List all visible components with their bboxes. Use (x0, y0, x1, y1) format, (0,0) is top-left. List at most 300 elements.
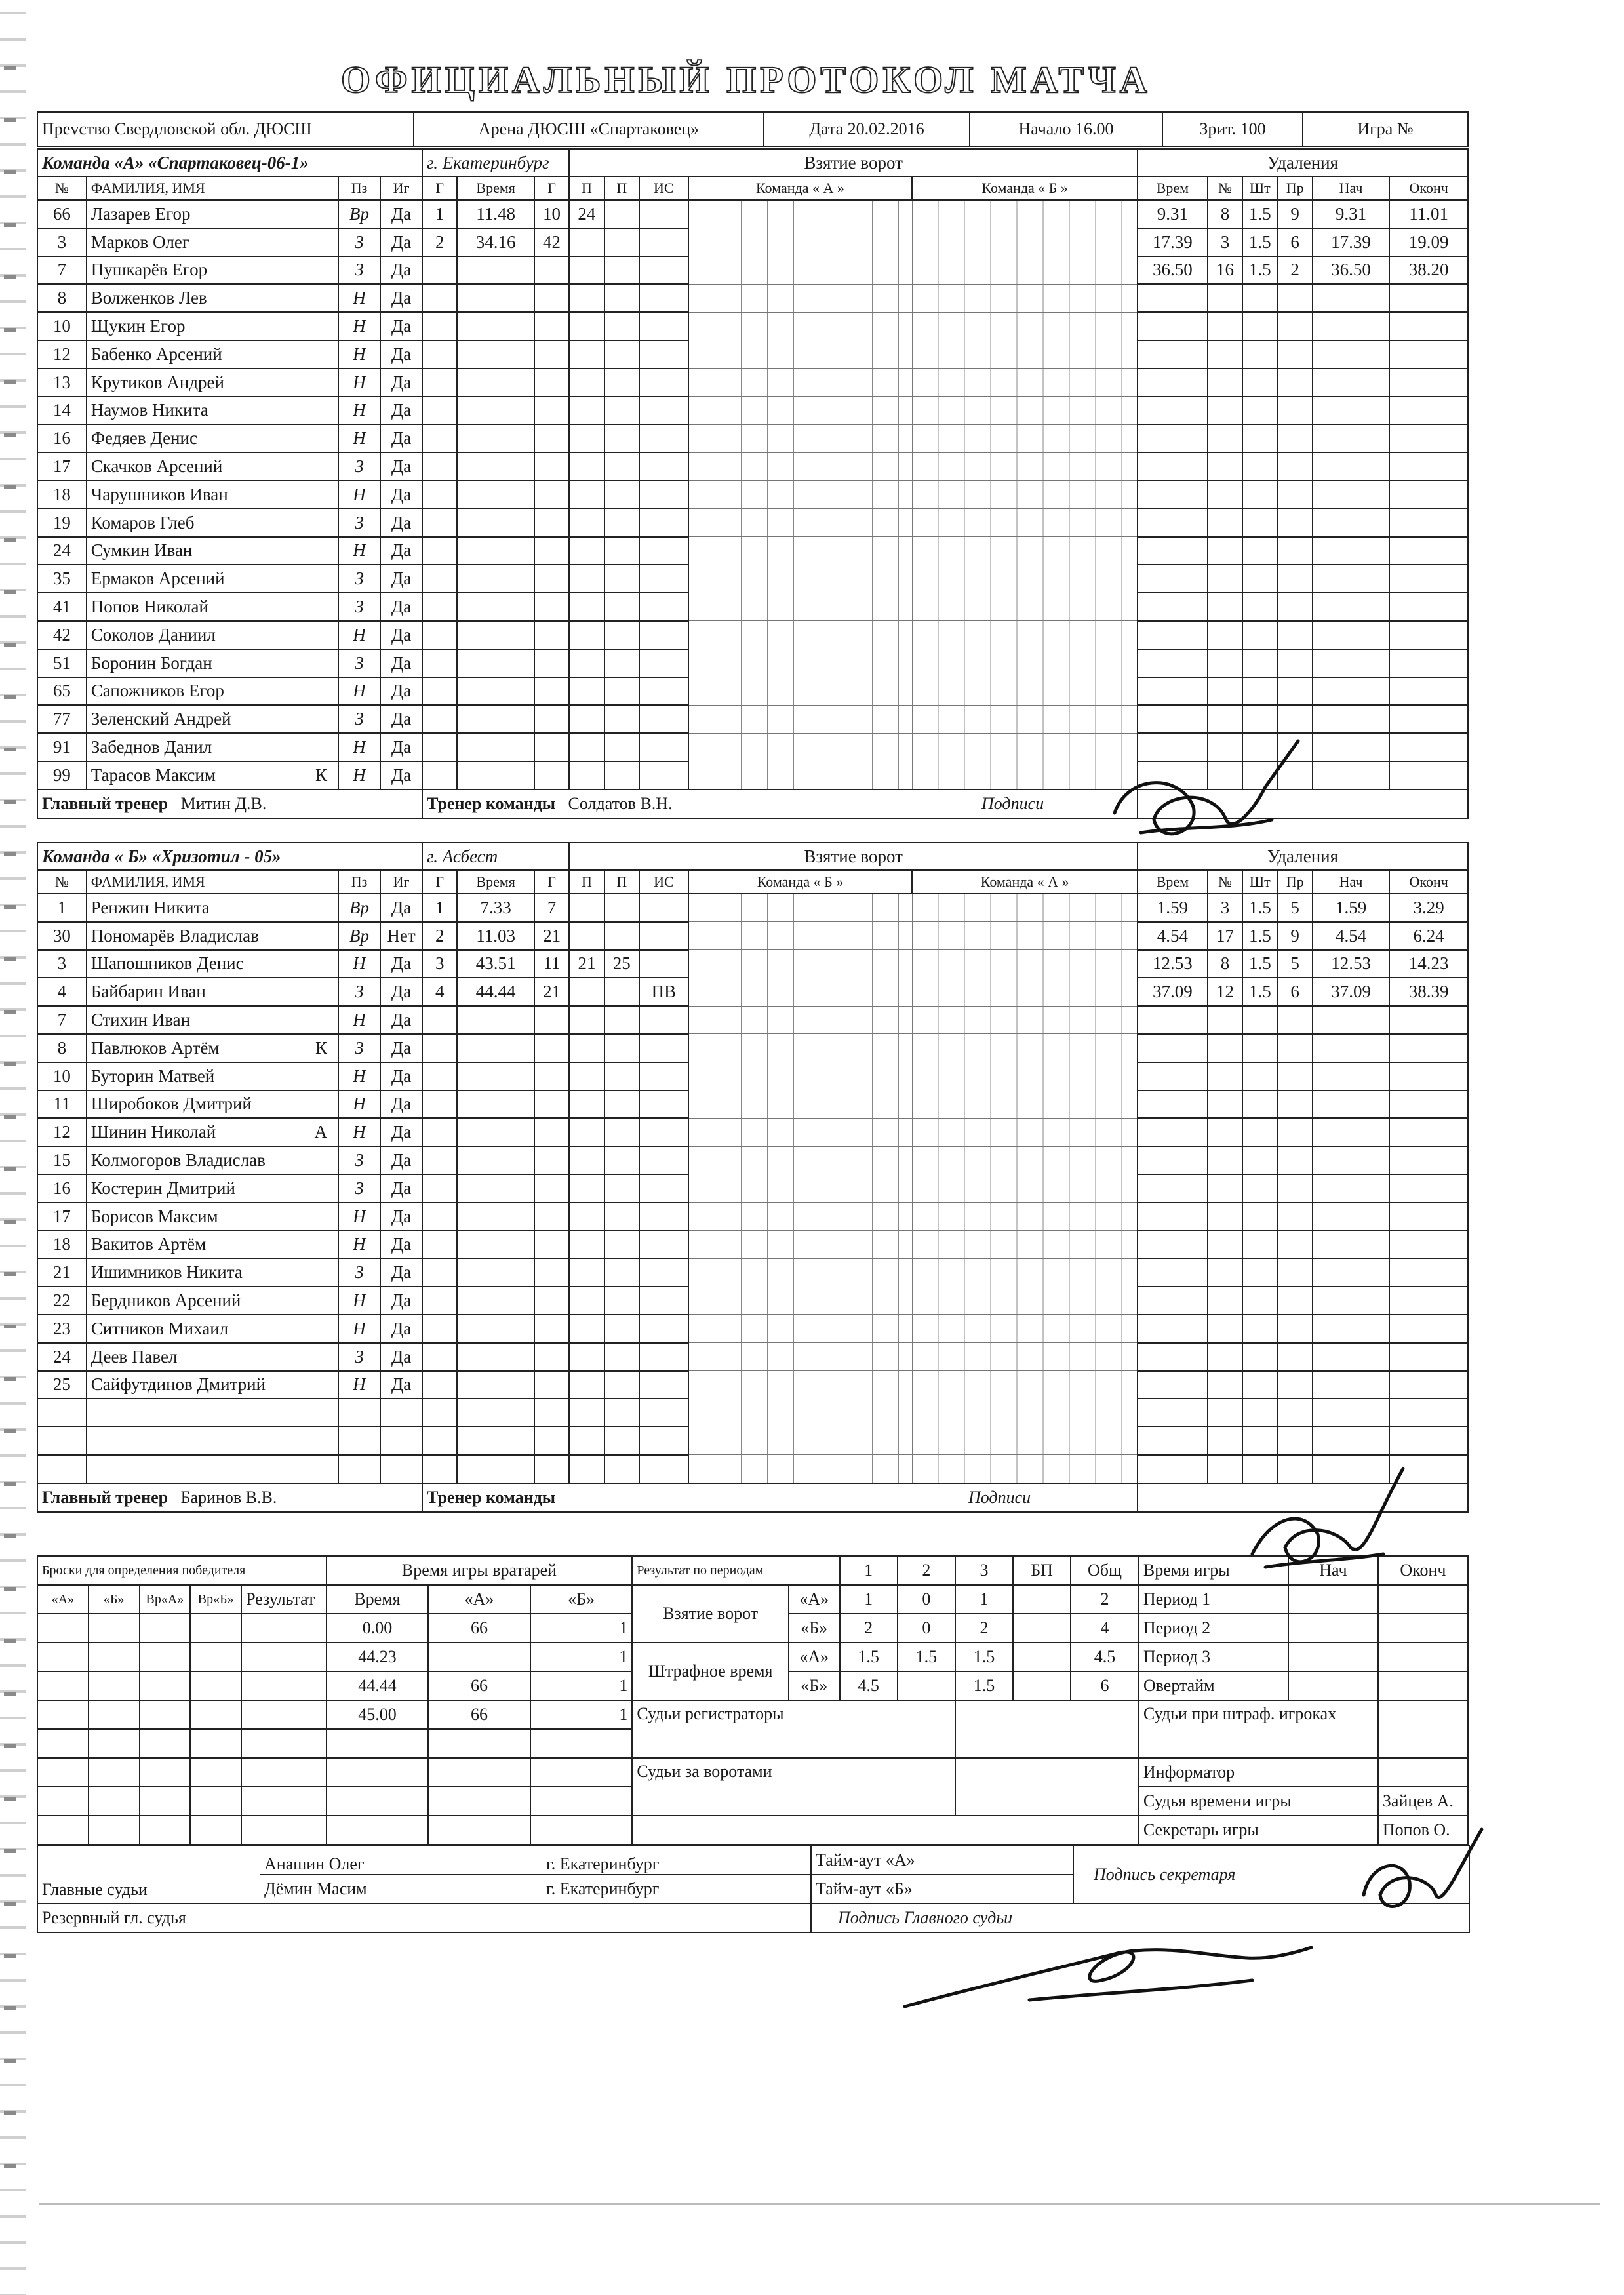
goal-p1 (569, 340, 604, 369)
player-role: К (315, 1037, 327, 1058)
goal-g (422, 565, 457, 593)
player-played: Да (380, 424, 422, 452)
penalty-reason: 5 (1278, 894, 1313, 922)
player-played: Да (380, 733, 422, 761)
player-name-cell (87, 452, 338, 481)
player-played: Да (380, 1174, 422, 1203)
penalty-end: 19.09 (1389, 228, 1468, 256)
secretary-signature-label: Подпись секретаря (1094, 1865, 1236, 1884)
penalty-num: 3 (1208, 228, 1242, 256)
penalty-end (1389, 761, 1468, 789)
penalty-start: 4.54 (1313, 922, 1389, 950)
goal-p2 (604, 1062, 639, 1090)
goal-p1 (569, 761, 604, 789)
goal-g (422, 1315, 457, 1343)
penalty-start (1313, 1174, 1389, 1203)
start-time: Начало 16.00 (970, 112, 1162, 146)
player-number: 24 (37, 1343, 87, 1371)
goal-p2 (604, 200, 639, 228)
player-row (37, 1399, 1468, 1427)
penalty-start (1313, 761, 1389, 789)
player-name: Комаров Глеб (90, 512, 195, 532)
goal-time: 11.48 (457, 200, 534, 228)
period-3-end (1378, 1643, 1468, 1671)
goal-time (457, 677, 534, 706)
player-played: Да (380, 705, 422, 733)
player-played: Да (380, 452, 422, 481)
championship: Прevство Свердловской обл. ДЮСШ (37, 112, 414, 146)
player-number: 17 (37, 1203, 87, 1231)
goal-is (639, 1118, 688, 1146)
shootout-cell (241, 1643, 327, 1671)
player-name-cell (87, 1287, 338, 1315)
secretary-label: Секретарь игры (1139, 1816, 1378, 1845)
player-position: Н (338, 761, 380, 789)
col-name: ФАМИЛИЯ, ИМЯ (87, 870, 338, 894)
shootout-cell (241, 1671, 327, 1700)
main-judge-2: Дёмин Масим (260, 1875, 542, 1904)
col-assist1: П (569, 870, 604, 894)
col-situation: ИС (639, 176, 688, 200)
goal-p2 (604, 677, 639, 706)
player-position: Н (338, 1287, 380, 1315)
penalty-time: 17.39 (1138, 228, 1208, 256)
period-2-label: Период 2 (1139, 1614, 1288, 1643)
period-1-label: Период 1 (1139, 1585, 1288, 1614)
goals-b-total: 4 (1071, 1614, 1139, 1643)
player-name-cell (87, 312, 338, 340)
periods-title: Результат по периодам (632, 1556, 839, 1585)
penalty-time (1138, 649, 1208, 677)
goal-p2 (604, 1315, 639, 1343)
goal-g (422, 537, 457, 565)
goal-gg (534, 649, 569, 677)
penalty-end (1389, 733, 1468, 761)
player-name: Буторин Матвей (90, 1066, 215, 1086)
penalty-num (1208, 1146, 1242, 1174)
penalty-reason (1278, 1118, 1313, 1146)
penalty-reason (1278, 1034, 1313, 1062)
document-title: ОФИЦИАЛЬНЫЙ ПРОТОКОЛ МАТЧА (341, 58, 1151, 101)
penalty-start (1313, 649, 1389, 677)
player-played: Да (380, 369, 422, 397)
penalty-reason (1278, 1455, 1313, 1483)
penalty-min (1242, 1343, 1277, 1371)
goal-gg (534, 340, 569, 369)
goal-is (639, 593, 688, 621)
penalty-num (1208, 312, 1242, 340)
player-name: Стихин Иван (90, 1010, 191, 1030)
player-name-cell (87, 1231, 338, 1259)
goals-grid-team1 (688, 894, 913, 922)
goals-team-b-label: «Б» (789, 1614, 840, 1643)
player-row (37, 481, 1468, 509)
penalty-min (1242, 1062, 1277, 1090)
penalty-start (1313, 1343, 1389, 1371)
penalty-min (1242, 369, 1277, 397)
shootout-cell (89, 1614, 140, 1643)
penalty-num (1208, 1287, 1242, 1315)
spectators: Зрит. 100 (1162, 112, 1303, 146)
penalty-end: 38.39 (1389, 978, 1468, 1006)
player-played: Да (380, 1231, 422, 1259)
goal-gg (534, 509, 569, 537)
penalty-time (1138, 1343, 1208, 1371)
timeout-b: Тайм-аут «Б» (811, 1875, 1073, 1904)
shootout-col-gk-b: Вр«Б» (190, 1585, 241, 1614)
penalty-end: 3.29 (1389, 894, 1468, 922)
goal-p1 (569, 509, 604, 537)
player-name-cell (87, 1427, 338, 1455)
penalty-start (1313, 705, 1389, 733)
player-name-cell (87, 537, 338, 565)
penalty-end (1389, 397, 1468, 425)
goal-p2 (604, 369, 639, 397)
goal-is (639, 1090, 688, 1119)
penalty-start (1313, 1146, 1389, 1174)
goal-p1 (569, 922, 604, 950)
goal-time (457, 284, 534, 312)
player-name: Колмогоров Владислав (90, 1150, 266, 1170)
penalty-end (1389, 705, 1468, 733)
penalty-min (1242, 565, 1277, 593)
penalty-time (1138, 1118, 1208, 1146)
penalty-num (1208, 649, 1242, 677)
penalty-num (1208, 733, 1242, 761)
goal-g (422, 621, 457, 649)
goal-p2 (604, 1146, 639, 1174)
player-position: Вр (338, 200, 380, 228)
goal-time (457, 733, 534, 761)
goalie-a-4: 66 (428, 1700, 530, 1729)
goals-b-p3: 2 (955, 1614, 1013, 1643)
period-col-total: Общ (1071, 1556, 1139, 1585)
goals-grid-team1 (688, 733, 913, 761)
penalty-num: 16 (1208, 256, 1242, 285)
goals-grid-team1 (688, 1399, 913, 1427)
player-position: Н (338, 1118, 380, 1146)
period-3-label: Период 3 (1139, 1643, 1288, 1671)
goals-grid-team1 (688, 950, 913, 978)
penalty-time: 37.09 (1138, 978, 1208, 1006)
team-a-goals-title: Взятие ворот (569, 149, 1138, 176)
player-name: Бабенко Арсений (90, 344, 222, 364)
col-goals-team-b: Команда « Б » (688, 870, 913, 894)
penalty-time (1138, 452, 1208, 481)
player-name: Скачков Арсений (90, 456, 223, 477)
player-number: 99 (37, 761, 87, 789)
goal-p2 (604, 1034, 639, 1062)
time-judge-label: Судья времени игры (1139, 1787, 1378, 1816)
penalty-start (1313, 677, 1389, 706)
player-name: Ишимников Никита (90, 1262, 243, 1283)
player-number: 14 (37, 397, 87, 425)
goal-is (639, 950, 688, 978)
penalty-end (1389, 1455, 1468, 1483)
goal-p1: 21 (569, 950, 604, 978)
goal-time (457, 1231, 534, 1259)
penalty-end (1389, 424, 1468, 452)
player-number: 13 (37, 369, 87, 397)
goals-grid-team2 (912, 1455, 1138, 1483)
penalty-min (1242, 1399, 1277, 1427)
player-position: З (338, 978, 380, 1006)
goal-gg: 42 (534, 228, 569, 256)
penalty-time (1138, 1287, 1208, 1315)
goal-time (457, 593, 534, 621)
penalty-time (1138, 1399, 1208, 1427)
col-pen-start: Нач (1313, 176, 1389, 200)
player-played: Да (380, 1034, 422, 1062)
goal-time (457, 1062, 534, 1090)
goal-is (639, 621, 688, 649)
shootout-cell (241, 1787, 327, 1816)
player-number: 35 (37, 565, 87, 593)
goal-g (422, 452, 457, 481)
col-pos: Пз (338, 176, 380, 200)
goal-is (639, 200, 688, 228)
penalty-end (1389, 1231, 1468, 1259)
col-pen-end: Оконч (1389, 870, 1468, 894)
player-position: Н (338, 340, 380, 369)
period-col-2: 2 (898, 1556, 955, 1585)
player-played: Да (380, 978, 422, 1006)
penalty-end (1389, 621, 1468, 649)
goal-p2 (604, 705, 639, 733)
penalty-end (1389, 593, 1468, 621)
player-row (37, 340, 1468, 369)
penalty-label: Штрафное время (632, 1643, 789, 1700)
penalty-num (1208, 1062, 1242, 1090)
player-position (338, 1455, 380, 1483)
penalty-min: 1.5 (1242, 922, 1277, 950)
goalie-cell (327, 1758, 429, 1787)
player-name-cell (87, 950, 338, 978)
penalty-end: 6.24 (1389, 922, 1468, 950)
penalty-min (1242, 509, 1277, 537)
main-judge-1: Анашин Олег (260, 1846, 542, 1875)
goals-grid-team2 (912, 922, 1138, 950)
shootout-cell (190, 1816, 241, 1845)
player-position: Н (338, 621, 380, 649)
player-name-cell (87, 1006, 338, 1034)
goal-time (457, 1287, 534, 1315)
goals-grid-team1 (688, 228, 913, 256)
player-played: Да (380, 1118, 422, 1146)
penalty-start (1313, 1427, 1389, 1455)
goal-gg (534, 1427, 569, 1455)
player-number: 19 (37, 509, 87, 537)
player-played: Да (380, 200, 422, 228)
penalty-start (1313, 1315, 1389, 1343)
penalty-min (1242, 733, 1277, 761)
goal-time (457, 1174, 534, 1203)
penalty-num (1208, 1371, 1242, 1399)
goal-gg: 11 (534, 950, 569, 978)
player-position: Н (338, 733, 380, 761)
goalie-col-time: Время (327, 1585, 429, 1614)
penalty-reason: 9 (1277, 200, 1312, 228)
goal-gg (534, 1258, 569, 1287)
goal-p1 (569, 537, 604, 565)
goalie-cell (428, 1758, 530, 1787)
player-position: Н (338, 950, 380, 978)
goal-time (457, 1315, 534, 1343)
shootout-cell (140, 1614, 191, 1643)
player-name-cell (87, 1399, 338, 1427)
goal-time (457, 452, 534, 481)
penalty-min (1242, 284, 1277, 312)
penalty-start (1313, 312, 1389, 340)
penalty-time (1138, 1455, 1208, 1483)
player-name-cell (87, 481, 338, 509)
player-played: Да (380, 509, 422, 537)
goal-g: 4 (422, 978, 457, 1006)
player-number: 8 (37, 284, 87, 312)
shootout-cell (190, 1729, 241, 1758)
col-pen-num: № (1208, 176, 1242, 200)
col-goals-team-a: Команда « А » (688, 176, 913, 200)
goals-grid-team2 (912, 593, 1138, 621)
penalty-reason (1278, 1203, 1313, 1231)
goal-gg (534, 621, 569, 649)
goal-gg (534, 397, 569, 425)
goal-gg (534, 1343, 569, 1371)
player-name: Соколов Даниил (90, 624, 216, 645)
goals-grid-team2 (912, 284, 1138, 312)
player-number: 21 (37, 1258, 87, 1287)
penalty-time (1138, 1174, 1208, 1203)
penalty-reason (1278, 1399, 1313, 1427)
goal-is (639, 1371, 688, 1399)
goals-grid-team1 (688, 481, 913, 509)
penalty-end (1389, 1258, 1468, 1287)
goals-a-total: 2 (1071, 1585, 1139, 1614)
penalty-num (1208, 1203, 1242, 1231)
goal-time (457, 1146, 534, 1174)
goal-is (639, 312, 688, 340)
player-row (37, 593, 1468, 621)
player-position: З (338, 228, 380, 256)
player-name: Марков Олег (90, 231, 189, 252)
col-pen-end: Оконч (1389, 176, 1468, 200)
player-played: Да (380, 1203, 422, 1231)
goal-p2 (604, 733, 639, 761)
shootout-cell (140, 1729, 191, 1758)
player-row (37, 397, 1468, 425)
goal-p1 (569, 369, 604, 397)
player-name: Лазарев Егор (90, 203, 191, 224)
goal-gg (534, 1455, 569, 1483)
player-played: Да (380, 1371, 422, 1399)
goals-grid-team1 (688, 593, 913, 621)
penalty-min (1242, 1146, 1277, 1174)
goals-b-bp (1013, 1614, 1071, 1643)
player-name-cell (87, 509, 338, 537)
goal-is (639, 509, 688, 537)
goal-g (422, 649, 457, 677)
goalie-b-3: 1 (530, 1671, 633, 1700)
goals-grid-team2 (912, 1118, 1138, 1146)
shootout-cell (190, 1614, 241, 1643)
goals-grid-team1 (688, 978, 913, 1006)
col-assist2: П (604, 176, 639, 200)
goal-g (422, 1371, 457, 1399)
col-pen-min: Шт (1242, 176, 1277, 200)
penalty-min (1242, 537, 1277, 565)
penalty-judges-label: Судьи при штраф. игроках (1139, 1700, 1378, 1758)
player-name-cell (87, 1371, 338, 1399)
goal-p2 (604, 565, 639, 593)
shootout-cell (37, 1643, 89, 1671)
goals-grid-team1 (688, 761, 913, 789)
goal-p1 (569, 1034, 604, 1062)
col-pen-reason: Пр (1277, 176, 1312, 200)
team-coach-label: Тренер команды (427, 793, 556, 813)
player-name-cell (87, 200, 338, 228)
goal-gg (534, 481, 569, 509)
penalty-min (1242, 1174, 1277, 1203)
goal-time (457, 481, 534, 509)
player-played: Да (380, 284, 422, 312)
pen-a-total: 4.5 (1071, 1643, 1139, 1671)
goal-gg (534, 677, 569, 706)
goal-p1 (569, 1006, 604, 1034)
goals-a-bp (1013, 1585, 1071, 1614)
team-b-signature-cell (1138, 1483, 1468, 1512)
goal-g (422, 397, 457, 425)
goals-grid-team2 (912, 256, 1138, 285)
penalty-min (1242, 452, 1277, 481)
player-row (37, 1090, 1468, 1119)
player-position: Н (338, 481, 380, 509)
goalie-b-1: 1 (530, 1614, 633, 1643)
player-played: Да (380, 1146, 422, 1174)
goal-g (422, 509, 457, 537)
penalty-reason (1277, 284, 1312, 312)
goal-g (422, 1343, 457, 1371)
shootout-cell (241, 1729, 327, 1758)
player-position: Н (338, 677, 380, 706)
goals-grid-team2 (912, 424, 1138, 452)
player-name-cell (87, 228, 338, 256)
goal-p1 (569, 1258, 604, 1287)
penalty-start (1313, 565, 1389, 593)
goals-grid-team2 (912, 340, 1138, 369)
goals-grid-team2 (912, 1399, 1138, 1427)
penalty-start (1313, 593, 1389, 621)
player-number: 77 (37, 705, 87, 733)
goal-time (457, 1203, 534, 1231)
goals-b-p1: 2 (840, 1614, 898, 1643)
col-pos: Пз (338, 870, 380, 894)
goals-grid-team2 (912, 1090, 1138, 1119)
goal-g (422, 1034, 457, 1062)
goalie-col-a: «А» (428, 1585, 530, 1614)
informer-label: Информатор (1139, 1758, 1378, 1787)
pen-b-bp (1013, 1671, 1071, 1700)
player-name: Федяев Денис (90, 428, 197, 449)
goals-grid-team2 (912, 621, 1138, 649)
player-name: Сайфутдинов Дмитрий (90, 1374, 266, 1395)
penalty-num (1208, 1315, 1242, 1343)
shootout-cell (140, 1671, 191, 1700)
goal-p1 (569, 1399, 604, 1427)
player-row (37, 424, 1468, 452)
overtime-label: Овертайм (1139, 1671, 1288, 1700)
penalty-time (1138, 565, 1208, 593)
goalie-cell (530, 1816, 633, 1845)
